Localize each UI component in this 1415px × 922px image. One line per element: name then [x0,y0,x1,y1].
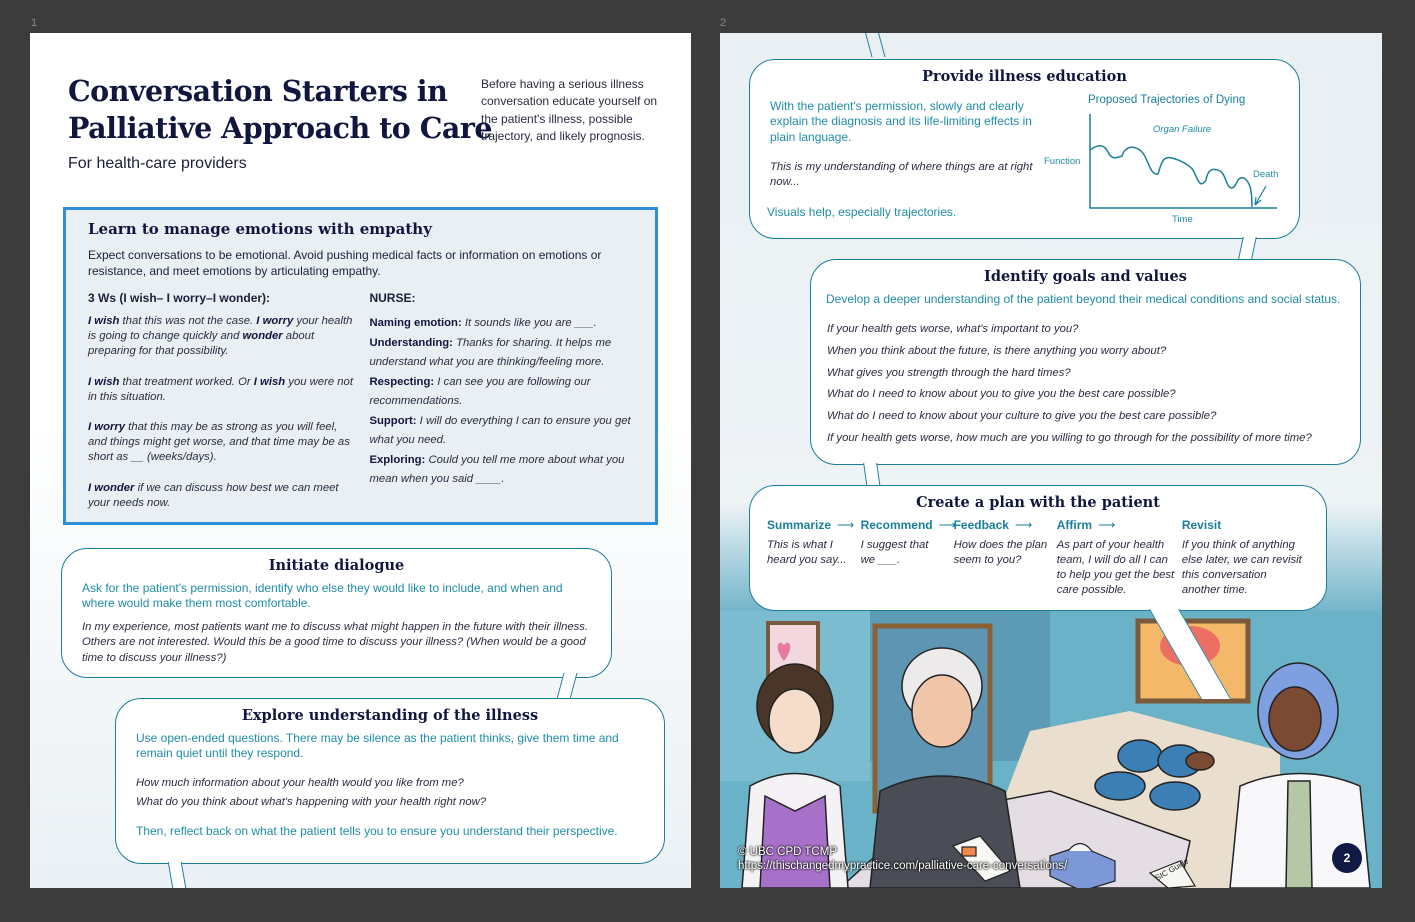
three-ws-item: I wonder if we can discuss how best we can meet your needs now. [88,481,339,509]
explore-question-1: How much information about your health would you like from me? [136,776,464,789]
nurse-item: Respecting: I can see you are following our recommendations. [369,375,591,407]
curve-label: Organ Failure [1153,124,1212,135]
plan-step-text: I suggest that we ___. [860,539,929,566]
initiate-dialogue-bubble [61,548,612,678]
create-plan-bubble [749,485,1327,611]
plan-step-revisit [1182,518,1306,598]
plan-step-text: How does the plan seem to you? [953,539,1048,566]
plan-step-label: Recommend ⟶ [860,518,956,532]
nurse-item: Naming emotion: It sounds like you are ___. [369,317,597,329]
intro-text: Before having a serious illness conversation educate yourself on the patient's illness, possible trajectory, and likely prognosis. [481,77,658,143]
plan-step-text: This is what I heard you say... [767,539,847,566]
goals-question: When you think about the future, is there anything you worry about? [827,345,1167,357]
initiate-heading: Initiate dialogue [268,557,405,574]
page-number-badge: 2 [1332,843,1362,873]
source-link[interactable]: https://thischangedmypractice.com/palliative-care-conversations/ [738,860,1068,872]
nurse-column [369,291,633,526]
trajectory-curve-icon [1080,94,1290,229]
arrow-right-icon: ⟶ [938,518,956,532]
empathy-lead: Expect conversations to be emotional. Avoid pushing medical facts or information on emotions or resistance, and meet emotions by articulating empathy. [88,248,602,278]
page-title [68,73,492,147]
trajectory-chart [1044,94,1290,229]
plan-step-label: Summarize ⟶ [767,518,855,532]
page-label-2: 2 [720,17,727,29]
goals-question: If your health gets worse, how much are you willing to go through for the possibility of more time? [827,431,1312,444]
three-ws-item: I worry that this may be as strong as you will feel, and things might get worse, and that time may be as short as __ (weeks/days). [88,421,350,464]
title-line-1: Conversation Starters in [68,74,448,108]
goals-question: What do I need to know about your culture to give you the best care possible? [827,410,1217,423]
x-axis-label: Time [1172,214,1193,225]
plan-heading: Create a plan with the patient [916,494,1160,511]
plan-step-label: Affirm ⟶ [1056,518,1116,532]
credit-block [738,845,1067,873]
subtitle: For health-care providers [68,155,247,172]
nurse-item: Understanding: Thanks for sharing. It helps me understand what you are thinking/feeling more. [369,336,612,368]
education-script: This is my understanding of where things are at right now... [770,160,1033,189]
empathy-panel [63,207,658,525]
arrow-right-icon: ⟶ [1098,518,1116,532]
plan-step-recommend [861,518,954,598]
goals-question: What gives you strength through the hard times? [827,366,1071,379]
explore-question-2: What do you think about what's happening with your health right now? [136,795,487,808]
nurse-item: Exploring: Could you tell me more about what you mean when you said ____. [369,453,625,485]
explore-understanding-bubble [115,698,665,864]
three-ws-heading: 3 Ws (I wish– I worry–I wonder): [88,291,271,305]
y-axis-label: Function [1044,156,1081,167]
three-ws-item: I wish that treatment worked. Or I wish you were not in this situation. [88,375,353,403]
three-ws-column [88,291,353,526]
empathy-heading: Learn to manage emotions with empathy [88,220,432,238]
guide-label: SIC Guide [1153,856,1190,883]
education-guidance: With the patient's permission, slowly and clearly explain the diagnosis and its life-limiting effects in plain language. [770,99,1032,144]
copyright: © UBC CPD TCMP [738,846,837,858]
explore-heading: Explore understanding of the illness [241,707,539,724]
goals-question: What do I need to know about you to give you the best care possible? [827,388,1176,401]
bubble-tail [865,33,886,57]
page-label-1: 1 [31,17,38,29]
explore-closing: Then, reflect back on what the patient tells you to ensure you understand their perspective. [136,823,618,838]
goals-question-list [827,319,1340,449]
goals-guidance: Develop a deeper understanding of the patient beyond their medical conditions and social status. [826,292,1341,306]
document-page-2[interactable] [720,33,1382,888]
illness-education-bubble [749,59,1300,239]
plan-step-affirm [1057,518,1182,598]
chart-title: Proposed Trajectories of Dying [1088,94,1246,106]
three-ws-item: I wish that this was not the case. I worry your health is going to change quickly and wonder about preparing for that possibility. [88,315,353,358]
initiate-script: In my experience, most patients want me to discuss what might happen in the future with their illness. Others are not interested. Would this be a good time to discuss your illness? (When would be a good time to discuss your illness?) [82,620,589,664]
plan-steps [767,518,1306,598]
goals-values-bubble [810,259,1361,465]
plan-step-summarize [767,518,861,598]
initiate-guidance: Ask for the patient's permission, identify who else they would like to include, and when and where would make them most comfortable. [82,581,563,611]
plan-step-feedback [954,518,1057,598]
explore-guidance: Use open-ended questions. There may be silence as the patient thinks, give them time and remain quiet until they respond. [136,731,619,761]
plan-step-label: Revisit [1181,518,1222,532]
title-line-2: Palliative Approach to Care [68,111,493,145]
nurse-item: Support: I will do everything I can to ensure you get what you need. [369,414,631,446]
education-heading: Provide illness education [922,68,1127,85]
plan-step-label: Feedback ⟶ [953,518,1033,532]
bubble-tail [168,862,187,888]
document-page-1[interactable] [30,33,691,888]
nurse-heading: NURSE: [369,291,416,305]
arrow-right-icon: ⟶ [1014,518,1033,532]
goals-question: If your health gets worse, what's important to you? [827,323,1079,336]
education-tip: Visuals help, especially trajectories. [767,204,957,219]
goals-heading: Identify goals and values [984,268,1187,285]
plan-step-text: If you think of anything else later, we can revisit this conversation another time. [1181,539,1302,596]
death-label: Death [1253,169,1279,180]
plan-step-text: As part of your health team, I will do all I can to help you get the best care possible. [1056,539,1175,596]
three-ws-list [88,314,353,511]
arrow-right-icon: ⟶ [837,518,855,532]
nurse-list [369,314,633,490]
